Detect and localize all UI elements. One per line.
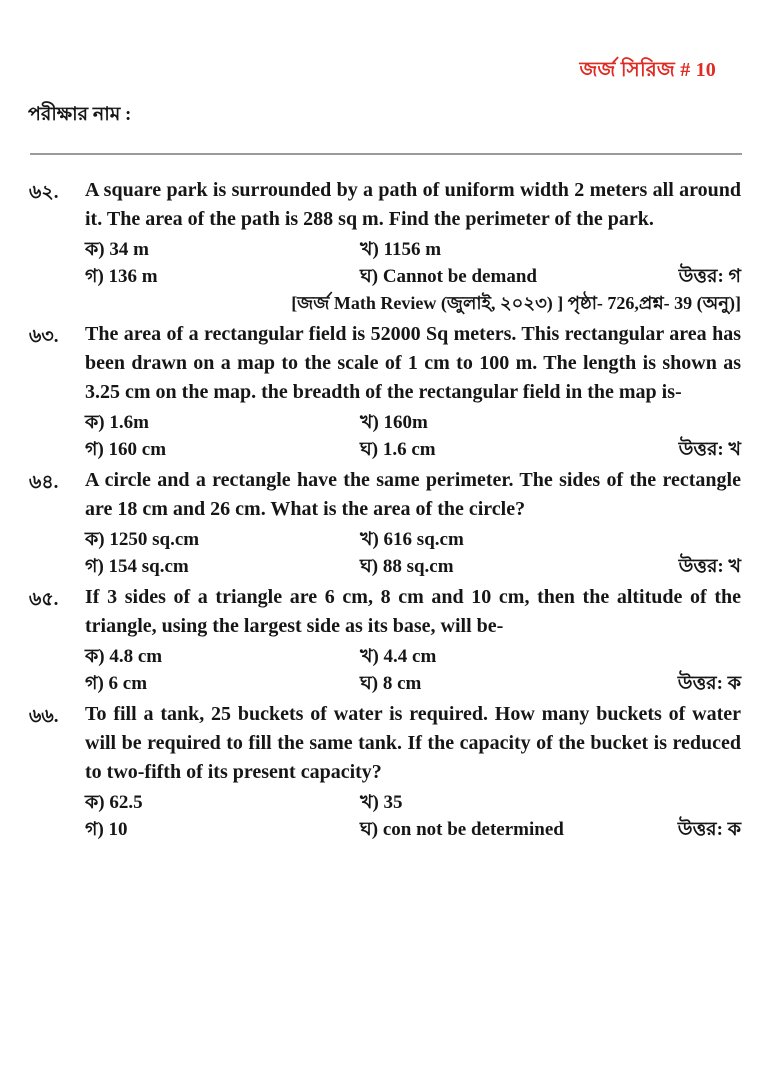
option-row: [85, 436, 741, 463]
option: গ) 154 sq.cm: [85, 556, 189, 577]
option: ঘ) 8 cm: [360, 673, 422, 694]
question-number: ৬২.: [29, 182, 59, 203]
option-row: [85, 643, 741, 670]
question-body: [85, 583, 741, 697]
option-row: [85, 553, 741, 580]
answer-label: উত্তর: ক: [677, 819, 741, 840]
question-block: [29, 466, 741, 580]
question-block: [29, 176, 741, 317]
option: গ) 136 m: [85, 266, 158, 287]
option: ঘ) 1.6 cm: [360, 439, 436, 460]
option: ক) 62.5: [85, 792, 143, 813]
option-row: [85, 409, 741, 436]
option: গ) 10: [85, 819, 128, 840]
option-row: [85, 526, 741, 553]
exam-name-label: পরীক্ষার নাম :: [28, 104, 132, 125]
option: ঘ) con not be determined: [360, 819, 564, 840]
option: গ) 6 cm: [85, 673, 148, 694]
option: খ) 35: [360, 792, 403, 813]
options: [85, 643, 741, 697]
question-body: [85, 320, 741, 463]
options: [85, 236, 741, 290]
question-number: ৬৪.: [29, 472, 59, 493]
option: ঘ) Cannot be demand: [360, 266, 537, 287]
question-body: [85, 466, 741, 580]
series-title: জর্জ সিরিজ # 10: [579, 59, 716, 81]
question-body: [85, 700, 741, 843]
question-block: [29, 700, 741, 843]
option: গ) 160 cm: [85, 439, 167, 460]
answer-label: উত্তর: গ: [678, 266, 741, 287]
answer-label: উত্তর: খ: [678, 556, 741, 577]
divider-line: [30, 153, 742, 155]
option: খ) 4.4 cm: [360, 646, 437, 667]
option: খ) 160m: [360, 412, 428, 433]
question-text: A circle and a rectangle have the same perimeter. The sides of the rectangle are 18 cm and 26 cm. What is the area of the circle?: [85, 469, 741, 520]
answer-label: উত্তর: ক: [677, 673, 741, 694]
question-list: [29, 176, 741, 843]
question-number: ৬৩.: [29, 326, 59, 347]
question-text: The area of a rectangular field is 52000 Sq meters. This rectangular area has been drawn on a map to the scale of 1 cm to 100 m. The length is shown as 3.25 cm on the map. the breadth of the rectangular field in the map is-: [85, 323, 741, 403]
option-row: [85, 789, 741, 816]
question-body: [85, 176, 741, 317]
option: ক) 1250 sq.cm: [85, 529, 200, 550]
option: ঘ) 88 sq.cm: [360, 556, 454, 577]
question-reference: [জর্জ Math Review (জুলাই, ২০২৩) ] পৃষ্ঠা- 726,প্রশ্ন- 39 (অনু)]: [291, 293, 741, 313]
option-row: [85, 670, 741, 697]
question-block: [29, 583, 741, 697]
options: [85, 526, 741, 580]
question-block: [29, 320, 741, 463]
option: ক) 4.8 cm: [85, 646, 163, 667]
option-row: [85, 263, 741, 290]
question-text: A square park is surrounded by a path of uniform width 2 meters all around it. The area of the path is 288 sq m. Find the perimeter of the park.: [85, 179, 741, 230]
option-row: [85, 236, 741, 263]
question-number: ৬৬.: [29, 706, 59, 727]
option: ক) 34 m: [85, 239, 149, 260]
options: [85, 409, 741, 463]
question-number: ৬৫.: [29, 589, 59, 610]
option: ক) 1.6m: [85, 412, 149, 433]
question-text: If 3 sides of a triangle are 6 cm, 8 cm and 10 cm, then the altitude of the triangle, using the largest side as its base, will be-: [85, 586, 741, 637]
option: খ) 616 sq.cm: [360, 529, 464, 550]
question-text: To fill a tank, 25 buckets of water is required. How many buckets of water will be required to fill the same tank. If the capacity of the bucket is reduced to two-fifth of its present capacity?: [85, 703, 741, 783]
options: [85, 789, 741, 843]
option: খ) 1156 m: [360, 239, 442, 260]
answer-label: উত্তর: খ: [678, 439, 741, 460]
option-row: [85, 816, 741, 843]
